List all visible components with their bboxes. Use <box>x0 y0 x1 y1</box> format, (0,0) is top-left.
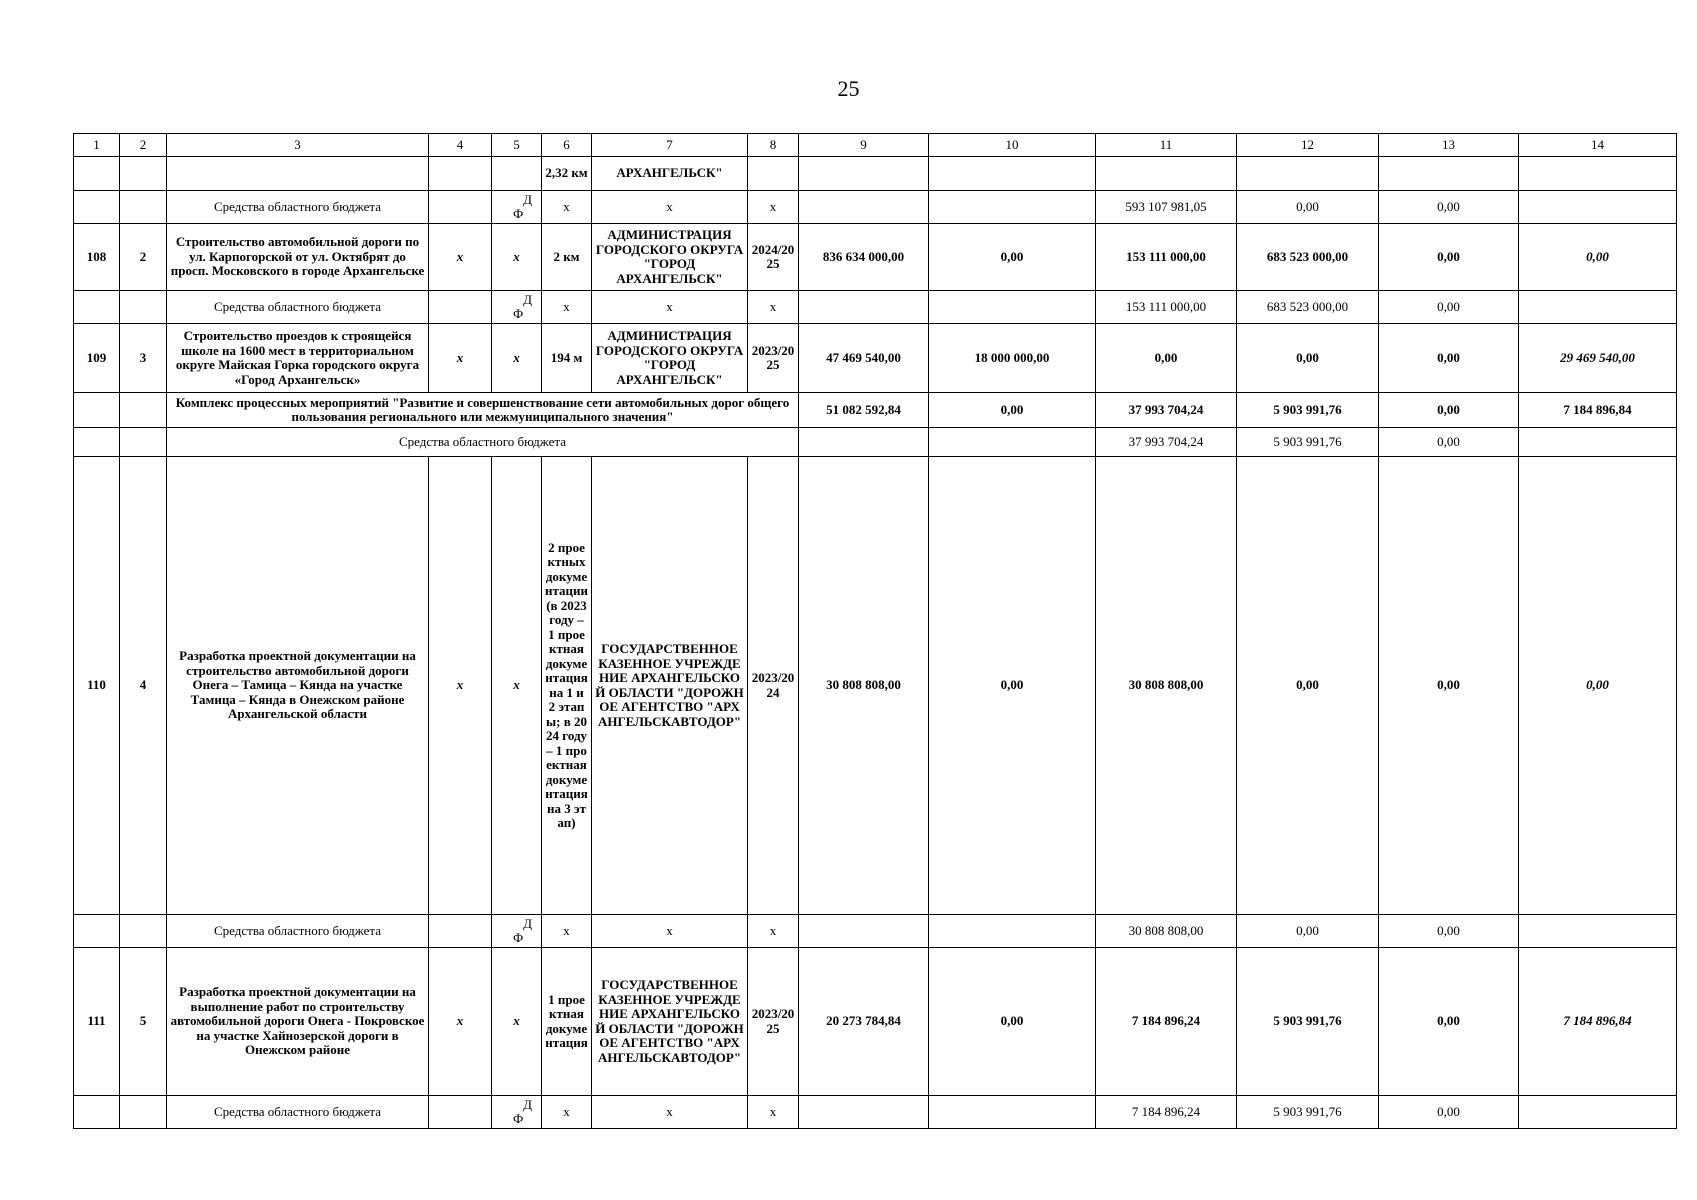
volume-cell: 194 м <box>542 324 592 393</box>
header-cell: 13 <box>1379 134 1519 157</box>
row-number: 111 <box>74 948 120 1096</box>
column-number-row <box>74 134 1677 157</box>
amount-cell: 5 903 991,76 <box>1237 428 1379 457</box>
amount-cell: 18 000 000,00 <box>929 324 1096 393</box>
complex-label: Комплекс процессных мероприятий "Развитие и совершенствование сети автомобильных дорог общего пользования регионального или межмуниципального значения" <box>167 393 799 428</box>
activity-name: Разработка проектной документации на строительство автомобильной дороги Онега – Тамица – Кянда на участке Тамица – Кянда в Онежском районе Архангельской области <box>167 457 429 915</box>
executor-cell: ГОСУДАРСТВЕННОЕ КАЗЕННОЕ УЧРЕЖДЕНИЕ АРХАНГЕЛЬСКОЙ ОБЛАСТИ "ДОРОЖНОЕ АГЕНТСТВО "АРХАНГЕЛЬСКАВТОДОР" <box>592 948 748 1096</box>
row-number: 108 <box>74 224 120 291</box>
amount-cell: 0,00 <box>1237 915 1379 948</box>
period-cell: 2023/2025 <box>748 324 799 393</box>
header-cell: 10 <box>929 134 1096 157</box>
amount-cell: 0,00 <box>929 224 1096 291</box>
row-number: 109 <box>74 324 120 393</box>
header-cell: 11 <box>1096 134 1237 157</box>
funding-source-label: Средства областного бюджета <box>167 428 799 457</box>
x-cell: х <box>429 224 492 291</box>
amount-cell: 0,00 <box>929 393 1096 428</box>
row-number: 110 <box>74 457 120 915</box>
amount-cell: 683 523 000,00 <box>1237 291 1379 324</box>
amount-cell: 0,00 <box>929 457 1096 915</box>
x-cell: х <box>492 324 542 393</box>
x-cell: х <box>748 915 799 948</box>
amount-cell: 0,00 <box>1237 457 1379 915</box>
df-marker-cell: Д Ф <box>492 915 542 948</box>
table-row <box>74 224 1677 291</box>
volume-cell: 2 км <box>542 224 592 291</box>
amount-cell: 20 273 784,84 <box>799 948 929 1096</box>
amount-cell: 683 523 000,00 <box>1237 224 1379 291</box>
table-row <box>74 457 1677 915</box>
period-cell: 2023/2024 <box>748 457 799 915</box>
x-cell: х <box>592 1096 748 1129</box>
amount-cell: 7 184 896,84 <box>1519 948 1677 1096</box>
amount-cell: 0,00 <box>1379 393 1519 428</box>
amount-cell: 0,00 <box>1379 191 1519 224</box>
amount-cell: 5 903 991,76 <box>1237 393 1379 428</box>
x-cell: х <box>492 948 542 1096</box>
item-number: 4 <box>120 457 167 915</box>
executor-cell: АДМИНИСТРАЦИЯ ГОРОДСКОГО ОКРУГА "ГОРОД АРХАНГЕЛЬСК" <box>592 224 748 291</box>
amount-cell: 0,00 <box>1237 191 1379 224</box>
x-cell: х <box>748 191 799 224</box>
amount-cell: 0,00 <box>1379 224 1519 291</box>
cont-executor-cell: АРХАНГЕЛЬСК" <box>592 157 748 191</box>
amount-cell: 47 469 540,00 <box>799 324 929 393</box>
amount-cell: 5 903 991,76 <box>1237 1096 1379 1129</box>
funding-source-row <box>74 915 1677 948</box>
amount-cell: 7 184 896,24 <box>1096 948 1237 1096</box>
continuation-row <box>74 157 1677 191</box>
header-cell: 4 <box>429 134 492 157</box>
budget-table <box>73 133 1677 1129</box>
amount-cell: 37 993 704,24 <box>1096 428 1237 457</box>
table-row <box>74 324 1677 393</box>
amount-cell: 51 082 592,84 <box>799 393 929 428</box>
amount-cell: 0,00 <box>1379 1096 1519 1129</box>
amount-cell: 5 903 991,76 <box>1237 948 1379 1096</box>
funding-source-row <box>74 1096 1677 1129</box>
x-cell: х <box>748 1096 799 1129</box>
amount-cell: 7 184 896,84 <box>1519 393 1677 428</box>
amount-cell: 0,00 <box>1379 291 1519 324</box>
x-cell: х <box>592 291 748 324</box>
amount-cell: 0,00 <box>1096 324 1237 393</box>
x-cell: х <box>492 457 542 915</box>
amount-cell: 29 469 540,00 <box>1519 324 1677 393</box>
amount-cell: 0,00 <box>1379 324 1519 393</box>
x-cell: х <box>542 291 592 324</box>
x-cell: х <box>429 324 492 393</box>
funding-source-row <box>74 291 1677 324</box>
activity-name: Строительство проездов к строящейся школе на 1600 мест в территориальном округе Майская Горка городского округа «Город Архангельск» <box>167 324 429 393</box>
x-cell: х <box>429 457 492 915</box>
amount-cell: 153 111 000,00 <box>1096 224 1237 291</box>
amount-cell: 0,00 <box>1519 224 1677 291</box>
x-cell: х <box>429 948 492 1096</box>
cont-volume-cell: 2,32 км <box>542 157 592 191</box>
header-cell: 2 <box>120 134 167 157</box>
item-number: 2 <box>120 224 167 291</box>
funding-source-label: Средства областного бюджета <box>167 915 429 948</box>
header-cell: 3 <box>167 134 429 157</box>
item-number: 3 <box>120 324 167 393</box>
executor-cell: ГОСУДАРСТВЕННОЕ КАЗЕННОЕ УЧРЕЖДЕНИЕ АРХАНГЕЛЬСКОЙ ОБЛАСТИ "ДОРОЖНОЕ АГЕНТСТВО "АРХАНГЕЛЬСКАВТОДОР" <box>592 457 748 915</box>
funding-source-label: Средства областного бюджета <box>167 1096 429 1129</box>
header-cell: 14 <box>1519 134 1677 157</box>
amount-cell: 153 111 000,00 <box>1096 291 1237 324</box>
x-cell: х <box>542 1096 592 1129</box>
volume-cell: 1 проектная документация <box>542 948 592 1096</box>
amount-cell: 836 634 000,00 <box>799 224 929 291</box>
header-cell: 1 <box>74 134 120 157</box>
amount-cell: 0,00 <box>1379 948 1519 1096</box>
amount-cell: 0,00 <box>1379 915 1519 948</box>
df-marker-cell: Д Ф <box>492 1096 542 1129</box>
amount-cell: 37 993 704,24 <box>1096 393 1237 428</box>
x-cell: х <box>748 291 799 324</box>
amount-cell: 593 107 981,05 <box>1096 191 1237 224</box>
amount-cell: 30 808 808,00 <box>1096 457 1237 915</box>
amount-cell: 0,00 <box>1237 324 1379 393</box>
header-cell: 9 <box>799 134 929 157</box>
period-cell: 2023/2025 <box>748 948 799 1096</box>
x-cell: х <box>592 191 748 224</box>
x-cell: х <box>542 191 592 224</box>
complex-total-row <box>74 393 1677 428</box>
amount-cell: 0,00 <box>1379 428 1519 457</box>
activity-name: Разработка проектной документации на выполнение работ по строительству автомобильной дороги Онега - Покровское на участке Хайнозерской дороги в Онежском районе <box>167 948 429 1096</box>
period-cell: 2024/2025 <box>748 224 799 291</box>
funding-source-label: Средства областного бюджета <box>167 191 429 224</box>
amount-cell: 0,00 <box>929 948 1096 1096</box>
amount-cell: 0,00 <box>1379 457 1519 915</box>
x-cell: х <box>542 915 592 948</box>
header-cell: 6 <box>542 134 592 157</box>
header-cell: 12 <box>1237 134 1379 157</box>
x-cell: х <box>592 915 748 948</box>
df-marker-cell: Д Ф <box>492 191 542 224</box>
item-number: 5 <box>120 948 167 1096</box>
amount-cell: 30 808 808,00 <box>799 457 929 915</box>
header-cell: 5 <box>492 134 542 157</box>
funding-source-row <box>74 428 1677 457</box>
table-row <box>74 948 1677 1096</box>
amount-cell: 0,00 <box>1519 457 1677 915</box>
funding-source-row <box>74 191 1677 224</box>
header-cell: 7 <box>592 134 748 157</box>
activity-name: Строительство автомобильной дороги по ул. Карпогорской от ул. Октябрят до просп. Московского в городе Архангельске <box>167 224 429 291</box>
x-cell: х <box>492 224 542 291</box>
amount-cell: 7 184 896,24 <box>1096 1096 1237 1129</box>
header-cell: 8 <box>748 134 799 157</box>
page-number: 25 <box>837 76 860 101</box>
executor-cell: АДМИНИСТРАЦИЯ ГОРОДСКОГО ОКРУГА "ГОРОД АРХАНГЕЛЬСК" <box>592 324 748 393</box>
funding-source-label: Средства областного бюджета <box>167 291 429 324</box>
volume-cell: 2 проектных документации (в 2023 году – 1 проектная документация на 1 и 2 этапы; в 2024 году – 1 проектная документация на 3 этап) <box>542 457 592 915</box>
df-marker-cell: Д Ф <box>492 291 542 324</box>
amount-cell: 30 808 808,00 <box>1096 915 1237 948</box>
